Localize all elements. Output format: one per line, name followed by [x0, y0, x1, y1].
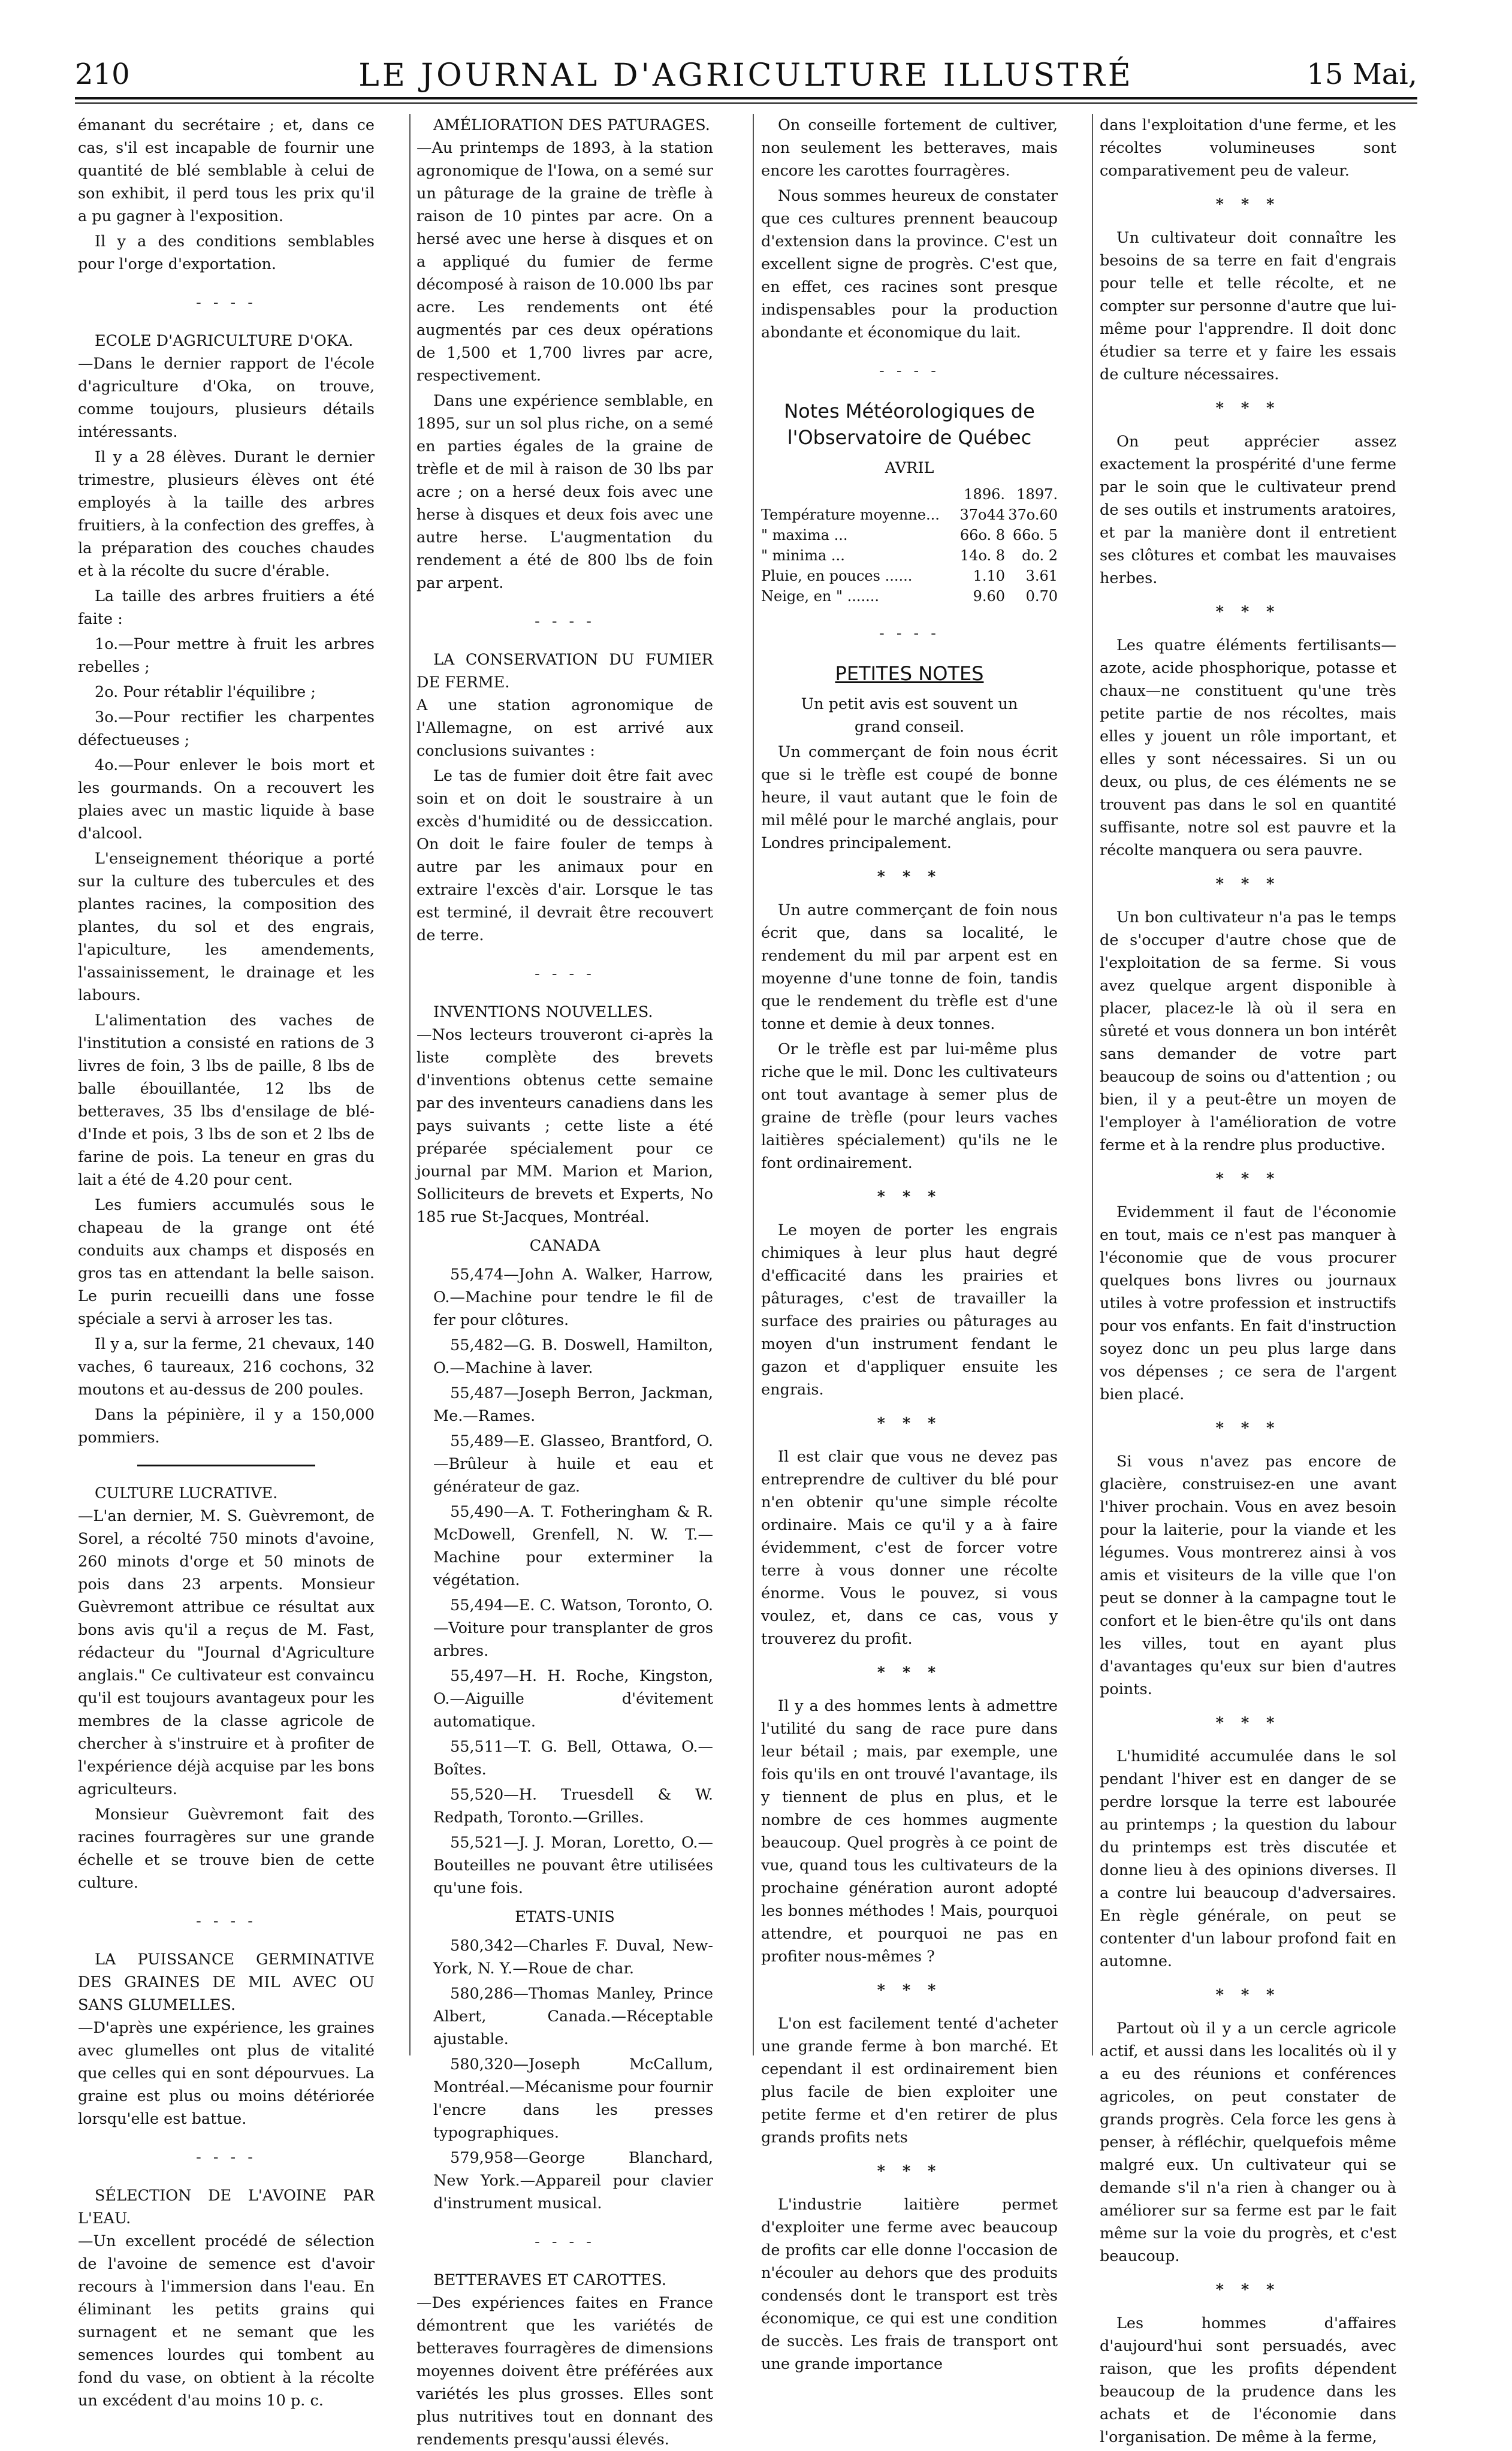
separator: - - - -: [535, 2233, 595, 2251]
patent-entry: 55,487—Joseph Berron, Jackman, Me.—Rames.: [433, 1384, 713, 1425]
list-item: 4o.—Pour enlever le bois mort et les gourmands. On a recouvert les plaies avec un mastic liquide à base d'alcool.: [78, 756, 375, 843]
note: Les quatre éléments fertilisants—azote, acide phosphorique, potasse et chaux—ne constituent qu'une très petite partie de nos récoltes, mais elles y jouent un rôle important, et elles y sont nécessaires. Si un ou deux, ou plus, de ces éléments ne se trouvent pas dans le sol en quantité suffisante, notre sol est pauvre et la récolte manquera ou sera pauvre.: [1100, 636, 1396, 859]
section-rule: [137, 1465, 315, 1466]
article-title: AMÉLIORATION DES PATURAGES.: [433, 116, 710, 134]
table-cell-label: " maxima ...: [761, 527, 848, 544]
paragraph: —L'an dernier, M. S. Guèvremont, de Sorel, a récolté 750 minots d'avoine, 260 minots d'orge et 50 minots de pois dans 23 arpents. Monsieur Guèvremont attribue ce résultat aux bons avis qu'il a reçus de M. Fast, rédacteur du "Journal d'Agriculture anglais." Ce cultivateur est convaincu qu'il est toujours avantageux pour les membres de la classe agricole de chercher à s'instruire et à profiter de l'expérience déjà acquise par les bons agriculteurs.: [78, 1507, 375, 1798]
weather-month: AVRIL: [885, 459, 934, 477]
header-rule-thick: [75, 97, 1417, 99]
table-cell-label: " minima ...: [761, 547, 845, 564]
patent-entry: 55,520—H. Truesdell & W. Redpath, Toronto.—Grilles.: [433, 1786, 713, 1827]
separator: - - - -: [535, 965, 595, 983]
separator-stars: * * *: [877, 2162, 942, 2180]
note: On peut apprécier assez exactement la prospérité d'une ferme par le soin que le cultivateur prend de ses outils et instruments aratoires, et par la manière dont il entretient ses clôtures et combat les mauvaises herbes.: [1100, 433, 1396, 587]
paragraph: —Dans le dernier rapport de l'école d'agriculture d'Oka, on trouve, comme toujours, plusieurs détails intéressants.: [78, 355, 375, 441]
page-header: [75, 58, 1417, 93]
note: L'industrie laitière permet d'exploiter une ferme avec beaucoup de profits car elle donne l'occasion de n'écouler au dehors que des produits condensés dont le transport est très économique, ce qui est une condition de succès. Les frais de transport ont une grande importance: [761, 2196, 1058, 2373]
table-header-year: 1897.: [1016, 486, 1058, 503]
weather-notes-title: Notes Météorologiques de l'Observatoire de Québec: [784, 400, 1035, 449]
patent-entry: 55,482—G. B. Doswell, Hamilton, O.—Machine à laver.: [433, 1336, 713, 1377]
note: L'on est facilement tenté d'acheter une grande ferme à bon marché. Et cependant il est ordinairement bien plus facile de bien exploiter une petite ferme et d'en retirer de plus grands profits nets: [761, 2015, 1058, 2147]
table-cell: 37o44: [959, 506, 1005, 523]
epigraph: Un petit avis est souvent un grand conseil.: [801, 695, 1018, 736]
paragraph: Dans une expérience semblable, en 1895, sur un sol plus riche, on a semé en parties égales de la graine de trèfle et de mil à raison de 30 lbs par acre ; on a hersé deux fois avec une herse à disques et deux fois avec une autre herse. L'augmentation du rendement a été de 800 lbs de foin par arpent.: [417, 392, 713, 592]
journal-title: LE JOURNAL D'AGRICULTURE ILLUSTRÉ: [358, 58, 1134, 93]
article-title: ECOLE D'AGRICULTURE D'OKA.: [95, 332, 354, 350]
separator-stars: * * *: [1215, 875, 1281, 893]
table-cell: 3.61: [1025, 568, 1058, 584]
paragraph: Nous sommes heureux de constater que ces cultures prennent beaucoup d'extension dans la province. C'est un excellent signe de progrès. C'est que, en effet, ces racines sont presque indispensables pour la production abondante et économique du lait.: [761, 187, 1058, 342]
note: Il est clair que vous ne devez pas entreprendre de cultiver du blé pour n'en obtenir qu'une simple récolte ordinaire. Mais ce qu'il y a à faire évidemment, c'est de forcer votre terre à vous donner une récolte énorme. Vous le pouvez, si vous voulez, et, dans ce cas, vous y trouverez du profit.: [761, 1448, 1058, 1648]
paragraph: —Des expériences faites en France démontrent que les variétés de betteraves fourragères de dimensions moyennes doivent être préférées aux variétés les plus grosses. Elles sont plus nutritives tout en donnant des rendements presqu'aussi élevés.: [417, 2294, 713, 2449]
paragraph: L'alimentation des vaches de l'institution a consisté en rations de 3 livres de foin, 3 lbs de paille, 8 lbs de balle ébouillantée, 12 lbs de betteraves, 35 lbs d'ensilage de blé-d'Inde et pois, 3 lbs de son et 2 lbs de farine de pois. La teneur en gras du lait a été de 4.20 pour cent.: [78, 1012, 375, 1189]
paragraph: La taille des arbres fruitiers a été faite :: [78, 587, 375, 628]
paragraph: Le tas de fumier doit être fait avec soin et on doit le soustraire à un excès d'humidité ou de dessiccation. On doit le faire fouler de temps à autre par les animaux pour en extraire l'excès d'air. Lorsque le tas est terminé, il devrait être recouvert de terre.: [417, 767, 713, 944]
note: Un cultivateur doit connaître les besoins de sa terre en fait d'engrais pour telle et telle récolte, et ne compter sur personne d'autre que lui-même pour l'apprendre. Il doit donc étudier sa terre et y faire les essais de culture nécessaires.: [1100, 229, 1396, 384]
table-cell: 1.10: [973, 568, 1005, 584]
separator-stars: * * *: [1215, 195, 1281, 213]
paragraph: —Un excellent procédé de sélection de l'avoine de semence est d'avoir recours à l'immersion dans l'eau. En éliminant les petits grains qui surnagent et ne semant que les semences lourdes qui tombent au fond du vase, on obtient à la récolte un excédent d'au moins 10 p. c.: [78, 2232, 375, 2410]
table-cell-label: Pluie, en pouces ......: [761, 568, 913, 584]
patent-entry: 55,489—E. Glasseo, Brantford, O.—Brûleur à huile et eau et générateur de gaz.: [433, 1432, 713, 1496]
paragraph: —Au printemps de 1893, à la station agronomique de l'Iowa, on a semé sur un pâturage de la graine de trèfle à raison de 10 pintes par acre. On a hersé avec une herse à disques et on a appliqué du fumier de ferme décomposé à raison de 10.000 lbs par acre. Les rendements ont été augmentés par ces deux opérations de 1,500 et 1,700 livres par acre, respectivement.: [417, 139, 713, 385]
separator: - - - -: [196, 2148, 256, 2166]
note: Il y a des hommes lents à admettre l'utilité du sang de race pure dans leur bétail ; mais, par exemple, une fois qu'ils en ont trouvé l'avantage, ils y tiennent de plus en plus, et le nombre de ces hommes augmente beaucoup. Quel progrès à ce point de vue, quand tous les cultivateurs de la prochaine génération auront adopté les bonnes méthodes ! Mais, pourquoi attendre, et pourquoi ne pas en profiter nous-mêmes ?: [761, 1697, 1058, 1966]
paragraph: Dans la pépinière, il y a 150,000 pommiers.: [78, 1406, 375, 1447]
column-1: [78, 114, 375, 2410]
column-divider: [753, 114, 754, 2055]
page-number: 210: [75, 58, 130, 91]
paragraph: On conseille fortement de cultiver, non seulement les betteraves, mais encore les carottes fourragères.: [761, 116, 1058, 180]
note: Un autre commerçant de foin nous écrit que, dans sa localité, le rendement du mil par arpent est en moyenne d'une tonne de foin, tandis que le rendement du trèfle est d'une tonne et demie à deux tonnes.: [761, 901, 1058, 1033]
separator-stars: * * *: [877, 1664, 942, 1682]
table-cell-label: Neige, en " .......: [761, 588, 880, 605]
issue-date: 15 Mai,: [1306, 58, 1417, 91]
separator: - - - -: [196, 294, 256, 312]
paragraph: Il y a des conditions semblables pour l'orge d'exportation.: [78, 233, 375, 273]
separator-stars: * * *: [1215, 1986, 1281, 2004]
paragraph: Il y a, sur la ferme, 21 chevaux, 140 vaches, 6 taureaux, 216 cochons, 32 moutons et au-dessus de 200 poules.: [78, 1335, 375, 1399]
separator: - - - -: [196, 1912, 256, 1930]
section-heading: ETATS-UNIS: [515, 1908, 615, 1926]
separator-stars: * * *: [1215, 603, 1281, 621]
patent-entry: 55,511—T. G. Bell, Ottawa, O.—Boîtes.: [433, 1738, 713, 1779]
note: Or le trèfle est par lui-même plus riche que le mil. Donc les cultivateurs ont tout avantage à semer plus de graine de trèfle (pour leurs vaches laitières spécialement) qu'ils ne le font ordinairement.: [761, 1040, 1058, 1172]
section-title: PETITES NOTES: [835, 662, 984, 685]
note: Si vous n'avez pas encore de glacière, construisez-en une avant l'hiver prochain. Vous en avez besoin pour la laiterie, pour la viande et les légumes. Vous montrerez ainsi à vos amis et visiteurs de la ville que l'on peut se donner à la campagne tout le confort et le bien-être qu'ils ont dans les villes, tout en ayant plus d'avantages qu'eux sur bien d'autres points.: [1100, 1453, 1396, 1698]
patent-entry: 579,958—George Blanchard, New York.—Appareil pour clavier d'instrument musical.: [433, 2149, 713, 2212]
column-2: [417, 114, 713, 2449]
article-title: LA CONSERVATION DU FUMIER DE FERME.: [417, 651, 713, 692]
patent-entry: 55,474—John A. Walker, Harrow, O.—Machine pour tendre le fil de fer pour clôtures.: [433, 1266, 713, 1329]
patent-entry: 55,497—H. H. Roche, Kingston, O.—Aiguille d'évitement automatique.: [433, 1667, 713, 1731]
paragraph: Monsieur Guèvremont fait des racines fourragères sur une grande échelle et se trouve bien de cette culture.: [78, 1806, 375, 1892]
separator-stars: * * *: [1215, 399, 1281, 417]
paragraph: Les fumiers accumulés sous le chapeau de la grange ont été conduits aux champs et disposés en gros tas en attendant la belle saison. Le purin recueilli dans une fosse spéciale a servi à arroser les tas.: [78, 1196, 375, 1328]
separator-stars: * * *: [1215, 1714, 1281, 1732]
table-cell: 9.60: [973, 588, 1005, 605]
table-cell: 66o. 5: [1012, 527, 1058, 544]
section-heading: CANADA: [529, 1237, 600, 1255]
header-rule-thin: [75, 102, 1417, 104]
article-title: LA PUISSANCE GERMINATIVE DES GRAINES DE MIL AVEC OU SANS GLUMELLES.: [78, 1951, 375, 2014]
patent-entry: 55,494—E. C. Watson, Toronto, O.—Voiture pour transplanter de gros arbres.: [433, 1596, 713, 1660]
note: L'humidité accumulée dans le sol pendant l'hiver est en danger de se perdre lorsque la terre est labourée au printemps ; la question du labour du printemps est très discutée et donne lieu à des opinions diverses. Il a contre lui beaucoup d'adversaires. En règle générale, on peut se contenter d'un labour profond fait en automne.: [1100, 1747, 1396, 1970]
paragraph: émanant du secrétaire ; et, dans ce cas, s'il est incapable de fournir une quantité de blé semblable à celui de son exhibit, il perd tous les prix qu'il a pu gagner à l'exposition.: [78, 116, 375, 225]
table-header-blank: [761, 484, 952, 505]
patent-entry: 55,521—J. J. Moran, Loretto, O.—Bouteilles ne pouvant être utilisées qu'une fois.: [433, 1834, 713, 1897]
column-divider: [409, 114, 411, 2055]
separator-stars: * * *: [877, 1981, 942, 1999]
paragraph: A une station agronomique de l'Allemagne, on est arrivé aux conclusions suivantes :: [417, 696, 713, 760]
table-cell: 0.70: [1025, 588, 1058, 605]
table-cell: 14o. 8: [959, 547, 1005, 564]
separator: - - - -: [879, 624, 940, 642]
article-title: CULTURE LUCRATIVE.: [95, 1484, 278, 1502]
table-cell: do. 2: [1022, 547, 1058, 564]
separator-stars: * * *: [1215, 1170, 1281, 1188]
note: Le moyen de porter les engrais chimiques à leur plus haut degré d'efficacité dans les prairies et pâturages, c'est de travailler la surface des prairies ou pâturages au moyen d'un instrument fendant le gazon et d'appliquer ensuite les engrais.: [761, 1221, 1058, 1399]
separator: - - - -: [535, 612, 595, 630]
list-item: 2o. Pour rétablir l'équilibre ;: [95, 683, 316, 701]
separator-stars: * * *: [877, 1188, 942, 1206]
note: Les hommes d'affaires d'aujourd'hui sont persuadés, avec raison, que les profits dépendent beaucoup de la prudence dans les achats et de l'économie dans l'organisation. De même à la ferme,: [1100, 2314, 1396, 2446]
patent-entry: 55,490—A. T. Fotheringham & R. McDowell, Grenfell, N. W. T.—Machine pour exterminer la végétation.: [433, 1503, 713, 1589]
note: Partout où il y a un cercle agricole actif, et aussi dans les localités où il y a eu des réunions et conférences agricoles, on peut constater de grands progrès. Cela force les gens à penser, à réfléchir, quelquefois même malgré eux. Un cultivateur qui se demande s'il n'a rien à changer ou à améliorer sur sa ferme est par le fait même sur la voie du progrès, et c'est beaucoup.: [1100, 2020, 1396, 2265]
separator-stars: * * *: [877, 1414, 942, 1432]
patent-entry: 580,320—Joseph McCallum, Montréal.—Mécanisme pour fournir l'encre dans les presses typographiques.: [433, 2055, 713, 2142]
column-divider: [1092, 114, 1093, 2055]
list-item: 1o.—Pour mettre à fruit les arbres rebelles ;: [78, 635, 375, 676]
note: Evidemment il faut de l'économie en tout, mais ce n'est pas manquer à l'économie que de vous procurer quelques bons livres ou journaux utiles à votre profession et instructifs pour vos enfants. En fait d'instruction soyez donc un peu plus large dans vos dépenses ; ce sera de l'argent bien placé.: [1100, 1203, 1396, 1403]
patent-entry: 580,286—Thomas Manley, Prince Albert, Canada.—Réceptable ajustable.: [433, 1985, 713, 2048]
note: Un bon cultivateur n'a pas le temps de s'occuper d'autre chose que de l'exploitation de sa ferme. Si vous avez quelque argent disponible à placer, placez-le là où il sera en sûreté et vous donnera un bon intérêt sans demander de votre part beaucoup de soins ou d'attention ; ou bien, il y a peut-être un moyen de l'employer à l'amélioration de votre ferme et à la rendre plus productive.: [1100, 908, 1396, 1154]
article-title: BETTERAVES ET CAROTTES.: [433, 2271, 666, 2289]
column-4: [1100, 114, 1396, 2446]
table-cell: 66o. 8: [959, 527, 1005, 544]
table-header-year: 1896.: [964, 486, 1005, 503]
article-title: INVENTIONS NOUVELLES.: [433, 1003, 653, 1021]
table-cell-label: Température moyenne...: [761, 506, 940, 523]
paragraph: dans l'exploitation d'une ferme, et les récoltes volumineuses sont comparativement peu de valeur.: [1100, 116, 1396, 180]
note: Un commerçant de foin nous écrit que si le trèfle est coupé de bonne heure, il vaut autant que le foin de mil mêlé pour le marché anglais, pour Londres principalement.: [761, 743, 1058, 852]
separator-stars: * * *: [1215, 1419, 1281, 1437]
weather-table: [761, 484, 1058, 606]
article-title: SÉLECTION DE L'AVOINE PAR L'EAU.: [78, 2187, 375, 2227]
paragraph: Il y a 28 élèves. Durant le dernier trimestre, plusieurs élèves ont été employés à la taille des arbres fruitiers, à la confection des greffes, à la préparation des couches chaudes et à la récolte du sucre d'érable.: [78, 448, 375, 580]
table-cell: 37o.60: [1008, 506, 1058, 523]
separator-stars: * * *: [1215, 2281, 1281, 2299]
paragraph: —Nos lecteurs trouveront ci-après la liste complète des brevets d'inventions obtenus cette semaine par des inventeurs canadiens dans les pays suivants ; cette liste a été préparée spécialement pour ce journal par MM. Marion et Marion, Solliciteurs de brevets et Experts, No 185 rue St-Jacques, Montréal.: [417, 1026, 713, 1226]
separator: - - - -: [879, 362, 940, 380]
paragraph: L'enseignement théorique a porté sur la culture des tubercules et des plantes racines, la composition des plantes, du sol et des engrais, l'apiculture, les amendements, l'assainissement, le drainage et les labours.: [78, 850, 375, 1004]
list-item: 3o.—Pour rectifier les charpentes défectueuses ;: [78, 708, 375, 749]
paragraph: —D'après une expérience, les graines avec glumelles ont plus de vitalité que celles qui en sont dépourvues. La graine est plus ou moins détériorée lorsqu'elle est battue.: [78, 2019, 375, 2128]
separator-stars: * * *: [877, 868, 942, 886]
column-3: [761, 114, 1058, 2373]
patent-entry: 580,342—Charles F. Duval, New-York, N. Y.—Roue de char.: [433, 1937, 713, 1978]
